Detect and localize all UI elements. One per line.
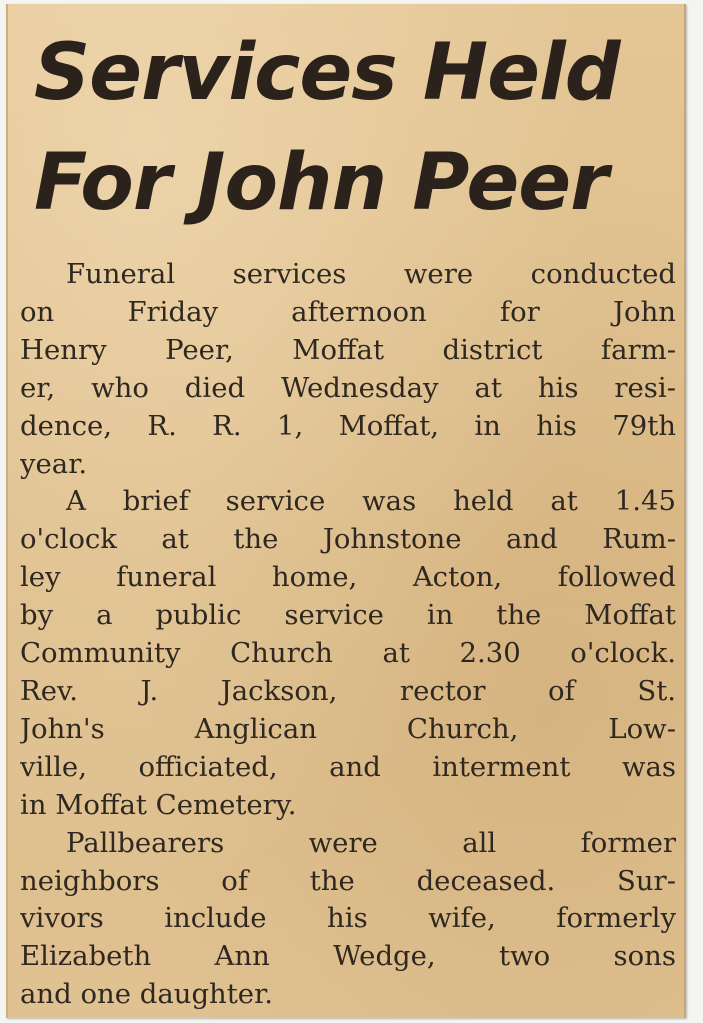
text-line: year.: [20, 447, 88, 480]
text-line: John's Anglican Church, Low-: [20, 712, 676, 745]
text-line: A brief service was held at 1.45: [66, 485, 676, 518]
text-line: Elizabeth Ann Wedge, two sons: [20, 940, 676, 973]
article-headline: [34, 18, 620, 238]
text-line: by a public service in the Moffat: [20, 599, 676, 632]
text-line: on Friday afternoon for John: [20, 295, 676, 328]
text-line: Community Church at 2.30 o'clock.: [20, 637, 676, 670]
text-line: Henry Peer, Moffat district farm-: [20, 333, 676, 366]
text-line: o'clock at the Johnstone and Rum-: [20, 523, 676, 556]
text-line: Rev. J. Jackson, rector of St.: [20, 674, 676, 707]
text-line: vivors include his wife, formerly: [20, 902, 676, 935]
text-line: Funeral services were conducted: [66, 258, 676, 290]
text-line: in Moffat Cemetery.: [20, 788, 297, 821]
paragraph-3: [20, 825, 676, 1015]
headline-line: For John Peer: [34, 138, 608, 228]
text-line: ville, officiated, and interment was: [20, 750, 676, 783]
paragraph-1: [20, 256, 676, 483]
text-line: dence, R. R. 1, Moffat, in his 79th: [20, 409, 676, 442]
text-line: er, who died Wednesday at his resi-: [20, 371, 676, 404]
text-line: ley funeral home, Acton, followed: [20, 561, 676, 594]
text-line: Pallbearers were all former: [66, 826, 676, 859]
newspaper-clipping: [6, 4, 686, 1018]
text-line: and one daughter.: [20, 978, 273, 1011]
text-line: neighbors of the deceased. Sur-: [20, 864, 676, 897]
paragraph-2: [20, 483, 676, 824]
article-body: [20, 256, 676, 1014]
headline-line: Services Held: [34, 28, 620, 118]
